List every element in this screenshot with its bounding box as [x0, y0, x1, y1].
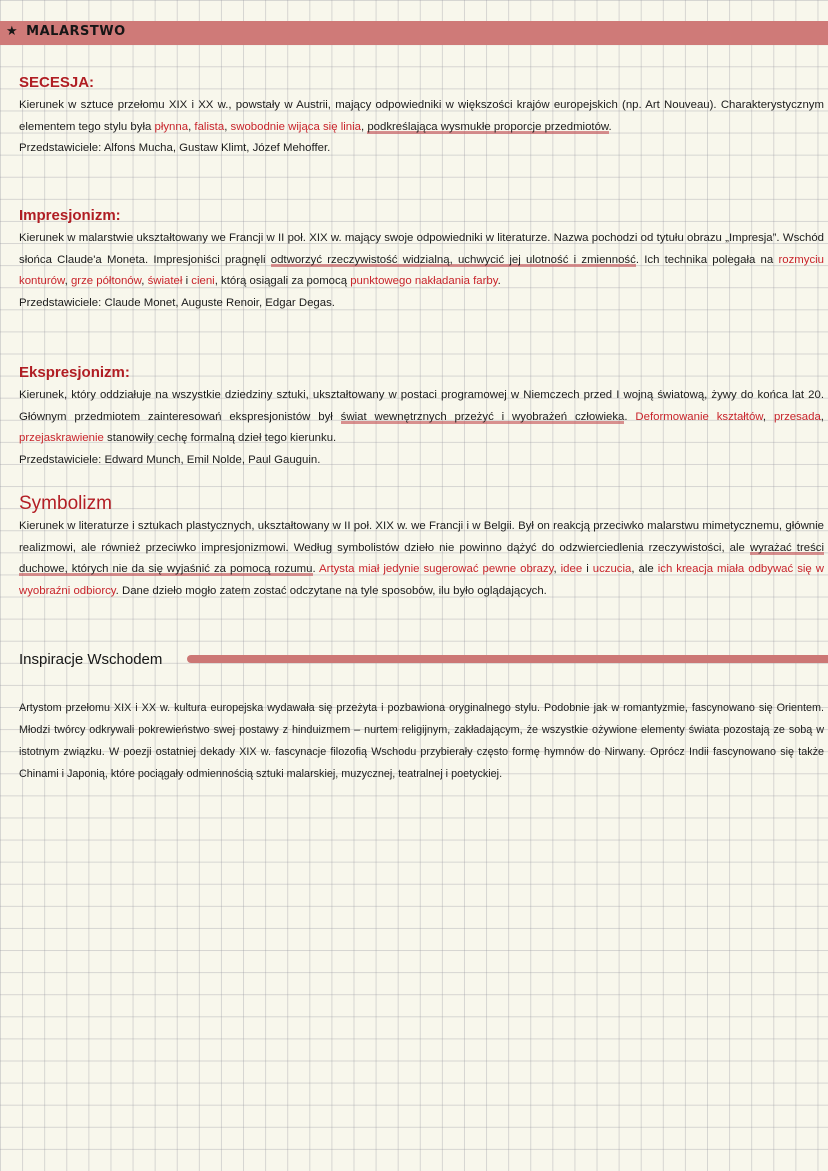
highlighted-text: ich kreacja miała odbywać się w wyobraźni odbiorcy	[19, 563, 824, 597]
text-segment: . Dane dzieło mogło zatem zostać odczytane na tyle sposobów, ilu było oglądających.	[115, 584, 547, 597]
section-title: Symbolizm	[19, 493, 112, 514]
inspiracje-heading-row	[19, 651, 828, 675]
text-segment: .	[312, 563, 320, 575]
section-secesja	[19, 73, 824, 159]
underlined-text: świat wewnętrznych przeżyć i wyobrażeń człowieka	[340, 410, 625, 423]
text-segment: ,	[141, 275, 148, 287]
section-paragraph: Artystom przełomu XIX i XX w. kultura europejska wydawała się przeżyta i pozbawiona oryginalnego stylu. Podobnie jak w romantyzmie, fascynowano się Orientem. Młodzi twórcy odkrywali pokrewieństwo swej postawy z hinduizmem – nurtem religijnym, zakładającym, że wszystkie ożywione elementy świata pozostają ze sobą w istotnym związku. W poezji ostatniej dekady XIX w. fascynacje filozofią Wschodu przybierały często formę hymnów do Nirwany. Oprócz Indii fascynowano się także Chinami i Japonią, które pociągały odmiennością sztuki malarskiej, muzycznej, teatralnej i poetyckiej.	[19, 702, 824, 780]
text-segment: stanowiły cechę formalną dzieł tego kierunku.	[103, 432, 337, 444]
heading-highlight-bar	[187, 655, 828, 663]
highlighted-text: Deformowanie kształtów	[635, 410, 763, 423]
star-icon: ★	[6, 24, 19, 39]
highlighted-text: grze półtonów	[70, 275, 142, 287]
underlined-text: wyrażać treści duchowe, których nie da się wyjaśnić za pomocą rozumu	[19, 541, 825, 575]
text-segment: i	[182, 275, 192, 287]
text-segment: ,	[820, 410, 824, 423]
text-segment: .	[624, 410, 636, 423]
page-title	[6, 24, 126, 39]
text-segment: ,	[188, 120, 195, 133]
text-segment: i	[582, 563, 593, 575]
highlighted-text: falista	[194, 120, 225, 133]
highlighted-text: punktowego nakładania farby	[350, 275, 498, 287]
highlighted-text: cieni	[191, 275, 215, 287]
underlined-text: podkreślająca wysmukłe proporcje przedmiotów	[367, 120, 609, 133]
text-segment: ,	[224, 120, 231, 133]
highlighted-text: Artysta miał jedynie sugerować pewne obrazy	[319, 563, 554, 575]
highlighted-text: płynna	[154, 120, 189, 133]
text-segment: Kierunek w sztuce przełomu XIX i XX w., powstały w Austrii, mający odpowiedniki w większości krajów europejskich (np. Art Nouveau). Charakterystycznym elementem tego stylu była	[19, 99, 824, 133]
section-ekspresjonizm	[19, 363, 824, 471]
text-segment: .	[497, 275, 501, 287]
representatives: Przedstawiciele: Edward Munch, Emil Nolde, Paul Gauguin.	[19, 453, 321, 466]
section-inspiracje	[19, 697, 824, 785]
highlighted-text: idee	[560, 563, 583, 575]
text-segment: .	[608, 120, 612, 133]
section-paragraph	[19, 228, 824, 293]
highlighted-text: świateł	[147, 275, 183, 287]
section-title: Inspiracje Wschodem	[19, 651, 163, 668]
section-paragraph	[19, 95, 824, 138]
text-segment: , którą osiągali za pomocą	[214, 275, 351, 287]
text-segment: ,	[64, 275, 71, 287]
section-title: Impresjonizm:	[19, 207, 121, 224]
highlighted-text: uczucia	[592, 563, 632, 575]
text-segment: . Ich technika polegała na	[635, 253, 779, 266]
underlined-text: odtworzyć rzeczywistość widzialną, uchwycić jej ulotność i zmienność	[270, 253, 636, 266]
highlighted-text: rozmyciu konturów	[19, 253, 825, 287]
highlighted-text: przesada	[773, 410, 821, 423]
text-segment: , ale	[631, 563, 658, 575]
page-title-text: MALARSTWO	[26, 24, 126, 39]
text-segment: ,	[360, 120, 368, 133]
representatives: Przedstawiciele: Claude Monet, Auguste Renoir, Edgar Degas.	[19, 296, 335, 309]
text-segment: ,	[553, 563, 561, 575]
text-segment: Kierunek w literaturze i sztukach plastycznych, ukształtowany w II poł. XIX w. we Francji i w Belgii. Był on reakcją przeciwko malarstwu mimetycznemu, głównie realizmowi, ale również przeciwko impresjonizmowi. Według symbolistów dzieło nie powinno dążyć do odzwierciedlenia rzeczywistości, ale	[19, 520, 824, 554]
section-title: Ekspresjonizm:	[19, 364, 130, 381]
text-segment: Kierunek, który oddziałuje na wszystkie dziedziny sztuki, ukształtowany w postaci programowej w Niemczech przed I wojną światową, żywy do końca lat 20. Głównym przedmiotem zainteresowań ekspresjonistów był	[19, 389, 824, 423]
section-title: SECESJA:	[19, 74, 95, 91]
section-impresjonizm	[19, 206, 824, 314]
text-segment: ,	[762, 410, 774, 423]
text-segment: Kierunek w malarstwie ukształtowany we Francji w II poł. XIX w. mający swoje odpowiedniki w literaturze. Nazwa pochodzi od tytułu obrazu „Impresja”. Wschód słońca Claude'a Moneta. Impresjoniści pragnęli	[19, 232, 824, 266]
section-symbolizm	[19, 494, 824, 602]
highlighted-text: swobodnie wijąca się linia	[230, 120, 361, 133]
highlighted-text: przejaskrawienie	[19, 432, 104, 444]
representatives: Przedstawiciele: Alfons Mucha, Gustaw Klimt, Józef Mehoffer.	[19, 142, 331, 154]
section-paragraph	[19, 516, 824, 602]
section-paragraph	[19, 385, 824, 450]
